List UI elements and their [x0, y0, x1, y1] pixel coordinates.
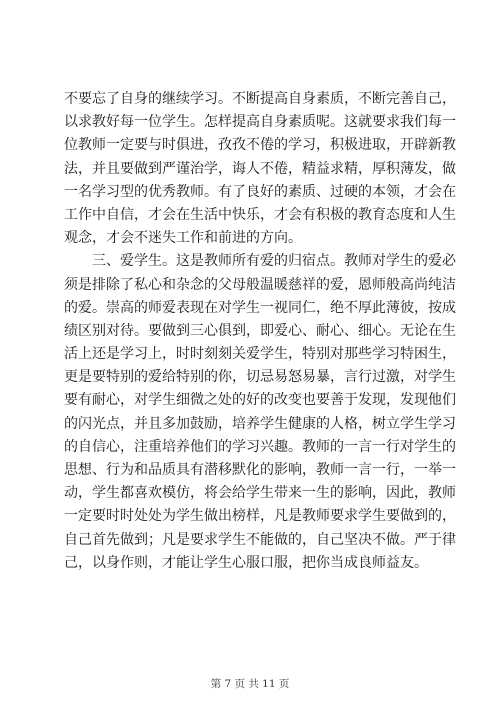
text-line: 自己首先做到；凡是要求学生不能做的，自己坚决不做。严于律	[64, 531, 456, 548]
text-line: 思想、行为和品质具有潜移默化的影响，教师一言一行，一举一	[64, 462, 456, 478]
text-line: 位教师一定要与时俱进，孜孜不倦的学习，积极进取，开辟新教	[64, 137, 456, 154]
text-line: 一名学习型的优秀教师。有了良好的素质、过硬的本领，才会在	[64, 183, 456, 200]
text-line: 的自信心，注重培养他们的学习兴趣。教师的一言一行对学生的	[64, 438, 456, 455]
text-line: 要有耐心，对学生细微之处的好的改变也要善于发现，发现他们	[64, 392, 456, 409]
text-line: 更是要特别的爱给特别的你，切忌易怒易暴，言行过激，对学生	[64, 369, 456, 386]
text-line: 己，以身作则，才能让学生心服口服，把你当成良师益友。	[64, 554, 428, 571]
text-line: 绩区别对待。要做到三心俱到，即爱心、耐心、细心。无论在生	[64, 322, 456, 339]
text-line: 须是排除了私心和杂念的父母般温暖慈祥的爱，恩师般高尚纯洁	[64, 276, 456, 293]
text-line: 不要忘了自身的继续学习。不断提高自身素质，不断完善自己，	[64, 91, 456, 107]
text-line: 一定要时时处处为学生做出榜样，凡是教师要求学生要做到的，	[64, 508, 456, 525]
text-line: 工作中自信，才会在生活中快乐，才会有积极的教育态度和人生	[64, 206, 456, 223]
page-footer: 第 7 页 共 11 页	[210, 678, 290, 690]
text-line: 活上还是学习上，时时刻刻关爱学生，特别对那些学习特困生，	[64, 346, 456, 363]
text-line: 的爱。崇高的师爱表现在对学生一视同仁，绝不厚此薄彼，按成	[64, 299, 456, 316]
text-line: 以求教好每一位学生。怎样提高自身素质呢。这就要求我们每一	[64, 114, 456, 131]
text-line: 的闪光点，并且多加鼓励，培养学生健康的人格，树立学生学习	[64, 415, 456, 432]
text-line: 动，学生都喜欢模仿，将会给学生带来一生的影响，因此，教师	[64, 485, 456, 502]
body-text	[64, 88, 456, 575]
text-line: 观念，才会不迷失工作和前进的方向。	[64, 230, 302, 247]
text-line: 三、爱学生。这是教师所有爱的归宿点。教师对学生的爱必	[92, 253, 456, 270]
text-line: 法，并且要做到严谨治学，诲人不倦，精益求精，厚积薄发，做	[64, 160, 456, 177]
